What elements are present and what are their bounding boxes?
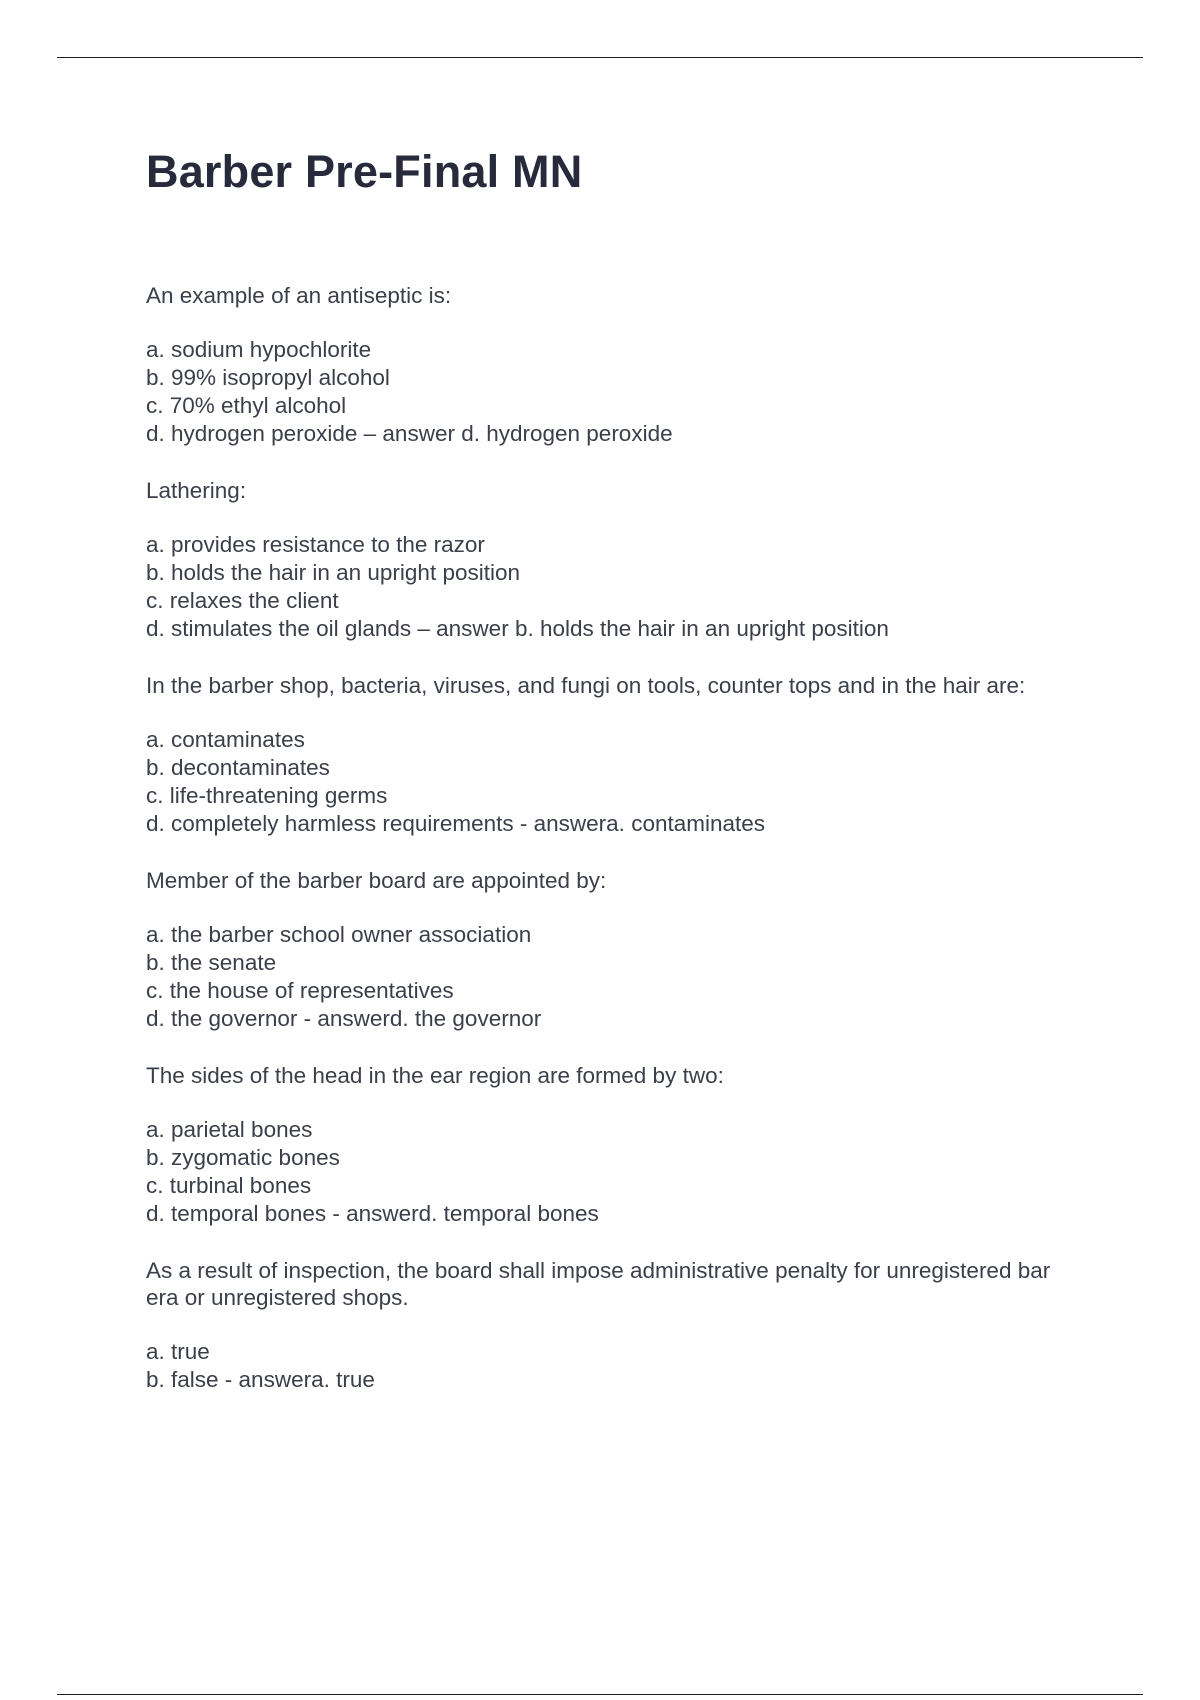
answer-option: d. the governor - answerd. the governor — [146, 1006, 542, 1031]
answer-option: c. 70% ethyl alcohol — [146, 393, 347, 418]
answer-option: a. contaminates — [146, 727, 305, 752]
question-text: An example of an antiseptic is: — [146, 283, 452, 308]
answer-option: b. zygomatic bones — [146, 1145, 340, 1170]
question-text: Member of the barber board are appointed by: — [146, 868, 607, 893]
top-rule — [57, 57, 1143, 58]
question-list — [146, 282, 1086, 1423]
answer-option: d. stimulates the oil glands – answer b. holds the hair in an upright position — [146, 616, 889, 641]
answer-option: a. provides resistance to the razor — [146, 532, 485, 557]
answer-option: b. false - answera. true — [146, 1367, 375, 1392]
answer-option: c. the house of representatives — [146, 978, 454, 1003]
question-text: In the barber shop, bacteria, viruses, and fungi on tools, counter tops and in the hair are: — [146, 673, 1026, 698]
answer-option: c. life-threatening germs — [146, 783, 388, 808]
question-3 — [146, 672, 1086, 838]
question-5 — [146, 1062, 1086, 1228]
answer-option: a. sodium hypochlorite — [146, 337, 372, 362]
answer-option: a. parietal bones — [146, 1117, 313, 1142]
question-6 — [146, 1257, 1086, 1394]
question-text: As a result of inspection, the board shall impose administrative penalty for unregistered bar era or unregistered shops. — [146, 1258, 1051, 1310]
bottom-rule — [57, 1694, 1143, 1695]
answer-option: d. hydrogen peroxide – answer d. hydrogen peroxide — [146, 421, 673, 446]
answer-option: a. the barber school owner association — [146, 922, 532, 947]
answer-option: b. 99% isopropyl alcohol — [146, 365, 390, 390]
question-1 — [146, 282, 1086, 448]
answer-option: c. turbinal bones — [146, 1173, 312, 1198]
document-title: Barber Pre-Final MN — [146, 146, 583, 197]
answer-option: d. completely harmless requirements - answera. contaminates — [146, 811, 766, 836]
answer-option: a. true — [146, 1339, 210, 1364]
question-4 — [146, 867, 1086, 1033]
question-text: The sides of the head in the ear region are formed by two: — [146, 1063, 724, 1088]
question-2 — [146, 477, 1086, 643]
answer-option: c. relaxes the client — [146, 588, 339, 613]
answer-option: b. holds the hair in an upright position — [146, 560, 520, 585]
answer-option: b. the senate — [146, 950, 277, 975]
answer-option: b. decontaminates — [146, 755, 330, 780]
answer-option: d. temporal bones - answerd. temporal bones — [146, 1201, 599, 1226]
question-text: Lathering: — [146, 478, 247, 503]
